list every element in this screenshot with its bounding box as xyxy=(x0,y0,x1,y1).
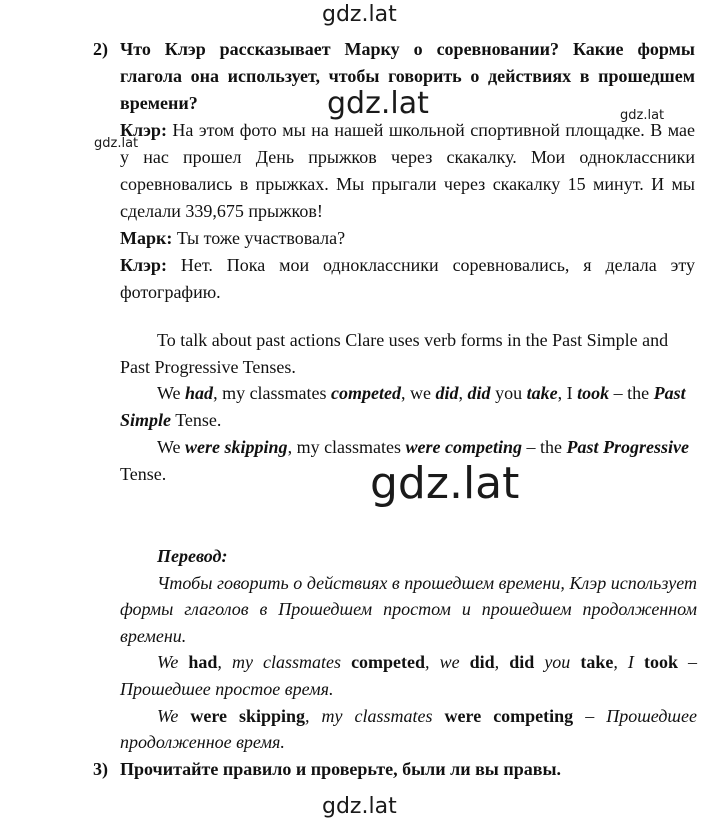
dialog xyxy=(120,117,695,306)
english-paragraph-3: We were skipping, my classmates were competing – the Past Progressive Tense. xyxy=(120,436,690,484)
question-2-number: 2) xyxy=(93,39,108,59)
watermark-top: gdz.lat xyxy=(322,2,397,27)
speaker-clare-2: Клэр: xyxy=(120,255,167,275)
question-3-text: Прочитайте правило и проверьте, были ли вы правы. xyxy=(120,759,562,779)
watermark-inline: gdz.lat xyxy=(327,86,429,121)
watermark-bottom: gdz.lat xyxy=(322,794,397,819)
english-paragraph-1: To talk about past actions Clare uses verb forms in the Past Simple and Past Progressive Tenses. xyxy=(120,330,669,377)
translation-paragraph-3: We were skipping, my classmates were competing – Прошедшее продолженное время. xyxy=(120,705,697,753)
watermark-big: gdz.lat xyxy=(370,458,520,509)
translation-paragraph-1: Чтобы говорить о действиях в прошедшем времени, Клэр использует формы глаголов в Прошедшем простом и прошедшем продолженном времени. xyxy=(120,572,697,646)
dialog-line-1-text: На этом фото мы на нашей школьной спортивной площадке. В мае у нас прошел День прыжков через скакалку. Мои одноклассники соревновались в прыжках. Мы прыгали через скакалку 15 минут. И мы сделали 339,675 прыжков! xyxy=(120,120,696,221)
dialog-line-3 xyxy=(120,252,695,306)
translation-heading: Перевод: xyxy=(157,546,228,566)
dialog-line-1 xyxy=(120,117,695,225)
watermark-small-right: gdz.lat xyxy=(620,108,665,123)
english-paragraph-2: We had, my classmates competed, we did, did you take, I took – the Past Simple Tense. xyxy=(120,383,686,431)
dialog-line-2-text: Ты тоже участвовала? xyxy=(176,228,346,248)
translation-paragraph-2: We had, my classmates competed, we did, did you take, I took – Прошедшее простое время. xyxy=(120,652,698,699)
dialog-line-3-text: Нет. Пока мои одноклассники соревновались, я делала эту фотографию. xyxy=(120,255,695,302)
watermark-small-left: gdz.lat xyxy=(94,136,139,151)
dialog-line-2 xyxy=(120,225,695,252)
translation-block xyxy=(120,543,697,756)
question-3 xyxy=(93,756,695,783)
question-3-number: 3) xyxy=(93,759,108,779)
speaker-clare-1: Клэр: xyxy=(120,120,167,140)
question-2-text: Что Клэр рассказывает Марку о соревновании? Какие формы глагола она использует, чтобы говорить о действиях в прошедшем времени? xyxy=(120,39,695,113)
speaker-mark: Марк: xyxy=(120,228,173,248)
